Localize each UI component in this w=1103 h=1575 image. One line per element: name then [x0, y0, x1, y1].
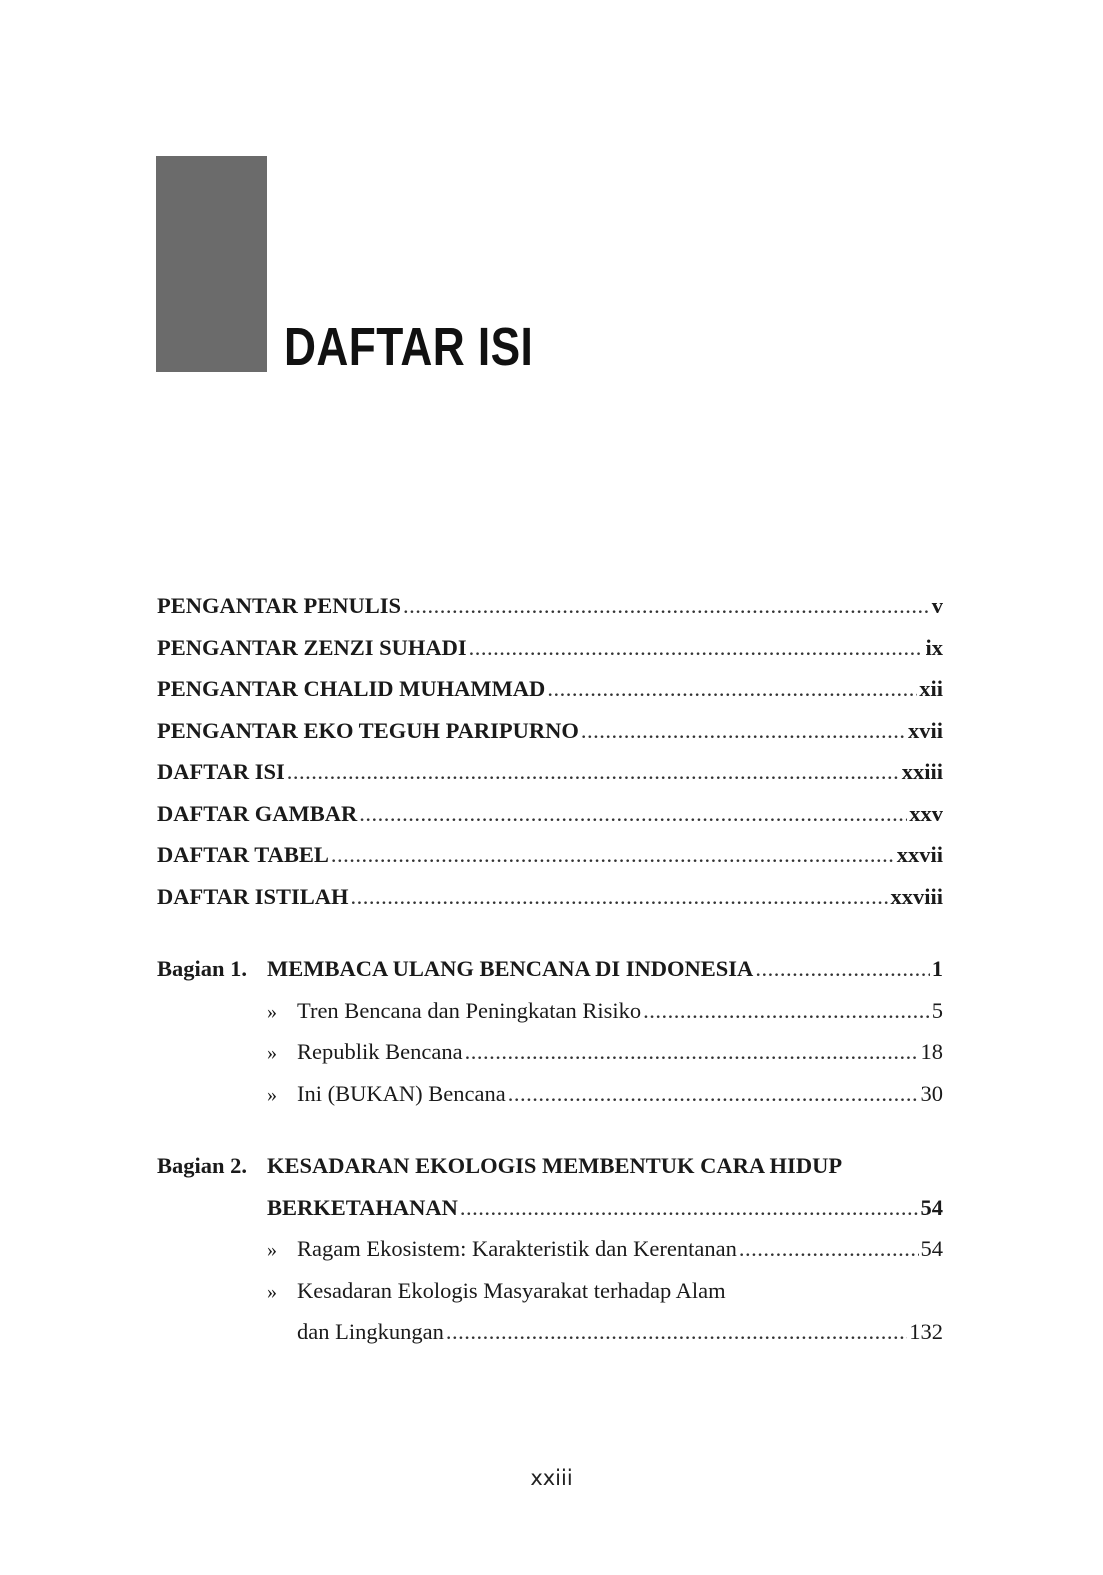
- table-of-contents: [157, 585, 943, 1353]
- toc-entry[interactable]: [157, 627, 943, 669]
- toc-subentry-text: Republik Bencana: [297, 1039, 463, 1064]
- toc-entry-page: 18: [920, 1039, 943, 1064]
- bullet-icon: »: [267, 1239, 277, 1261]
- dot-leader: [446, 1311, 907, 1353]
- bullet-icon: »: [267, 1000, 277, 1023]
- toc-entry-label: PENGANTAR PENULIS: [157, 593, 401, 618]
- toc-entry-label: PENGANTAR CHALID MUHAMMAD: [157, 676, 546, 701]
- chapter-header-block: [156, 156, 267, 372]
- toc-subentry-text-continued: dan Lingkungan: [297, 1319, 444, 1344]
- dot-leader: [331, 834, 895, 876]
- dot-leader: [581, 710, 906, 752]
- toc-entry-label: DAFTAR TABEL: [157, 842, 329, 867]
- toc-entry-page: xxiii: [901, 759, 943, 784]
- toc-entry-label: PENGANTAR EKO TEGUH PARIPURNO: [157, 717, 579, 743]
- toc-entry[interactable]: [157, 585, 943, 627]
- bullet-icon: »: [267, 1280, 277, 1303]
- toc-entry[interactable]: [157, 876, 943, 918]
- part-title-continued: BERKETAHANAN: [267, 1194, 458, 1220]
- part-heading[interactable]: [157, 1145, 943, 1187]
- dot-leader: [739, 1228, 919, 1270]
- toc-entry-label: PENGANTAR ZENZI SUHADI: [157, 634, 467, 660]
- toc-subentry-text: Tren Bencana dan Peningkatan Risiko: [297, 997, 642, 1023]
- toc-entry-page: 132: [909, 1319, 943, 1344]
- dot-leader: [547, 668, 917, 710]
- dot-leader: [351, 876, 889, 918]
- page-number: xxiii: [530, 1466, 573, 1490]
- dot-leader: [359, 793, 907, 835]
- toc-entry-page: 1: [931, 956, 943, 981]
- toc-entry-page: 5: [931, 997, 943, 1023]
- toc-entry-page: xii: [919, 676, 943, 701]
- bullet-icon: »: [267, 1042, 277, 1064]
- bullet-icon: »: [267, 1083, 277, 1106]
- dot-leader: [469, 627, 924, 669]
- toc-entry[interactable]: [157, 710, 943, 752]
- toc-subentry-label: [267, 1073, 506, 1117]
- toc-subentry[interactable]: [157, 990, 943, 1032]
- toc-entry[interactable]: [157, 668, 943, 710]
- part-heading-label: [157, 948, 753, 990]
- toc-entry-label: DAFTAR ISTILAH: [157, 883, 349, 909]
- part-prefix: Bagian 1.: [157, 956, 248, 981]
- toc-entry[interactable]: [157, 751, 943, 793]
- toc-subentry-label: [267, 1270, 726, 1314]
- toc-entry-page: xxv: [909, 800, 943, 826]
- part-heading[interactable]: [157, 948, 943, 990]
- toc-subentry[interactable]: [157, 1073, 943, 1115]
- toc-entry-label: DAFTAR GAMBAR: [157, 800, 358, 826]
- toc-subentry-label: [267, 1228, 737, 1272]
- toc-subentry[interactable]: [157, 1228, 943, 1270]
- part-title: MEMBACA ULANG BENCANA DI INDONESIA: [267, 956, 754, 981]
- toc-entry-page: 54: [920, 1236, 943, 1261]
- dot-leader: [287, 751, 900, 793]
- toc-entry-label: DAFTAR ISI: [157, 759, 285, 784]
- dot-leader: [508, 1073, 919, 1115]
- section-spacer: [157, 1114, 943, 1145]
- part-prefix: Bagian 2.: [157, 1153, 248, 1178]
- toc-entry-page: xxviii: [890, 883, 943, 909]
- toc-entry[interactable]: [157, 834, 943, 876]
- toc-subentry-text: Kesadaran Ekologis Masyarakat terhadap Alam: [297, 1277, 726, 1303]
- toc-subentry-text: Ragam Ekosistem: Karakteristik dan Kerentanan: [297, 1236, 737, 1261]
- toc-entry-page: 30: [920, 1080, 943, 1106]
- page-title: DAFTAR ISI: [284, 317, 534, 377]
- part-title: KESADARAN EKOLOGIS MEMBENTUK CARA HIDUP: [267, 1153, 843, 1178]
- section-spacer: [157, 917, 943, 948]
- toc-entry[interactable]: [157, 793, 943, 835]
- toc-entry-page: xvii: [907, 717, 943, 743]
- toc-subentry[interactable]: [157, 1270, 943, 1312]
- toc-subentry-label: [267, 990, 641, 1034]
- toc-entry-page: v: [931, 593, 943, 618]
- dot-leader: [403, 585, 930, 627]
- dot-leader: [643, 990, 930, 1032]
- toc-entry-page: 54: [920, 1194, 943, 1220]
- toc-entry-page: xxvii: [896, 842, 943, 867]
- dot-leader: [465, 1031, 919, 1073]
- toc-entry-page: ix: [925, 634, 943, 660]
- part-heading-label: [157, 1145, 842, 1187]
- part-heading-continuation[interactable]: [157, 1187, 943, 1229]
- dot-leader: [755, 948, 929, 990]
- toc-subentry-text: Ini (BUKAN) Bencana: [297, 1080, 506, 1106]
- dot-leader: [460, 1187, 919, 1229]
- toc-subentry-label: [267, 1031, 463, 1075]
- toc-subentry-continuation[interactable]: [157, 1311, 943, 1353]
- toc-subentry[interactable]: [157, 1031, 943, 1073]
